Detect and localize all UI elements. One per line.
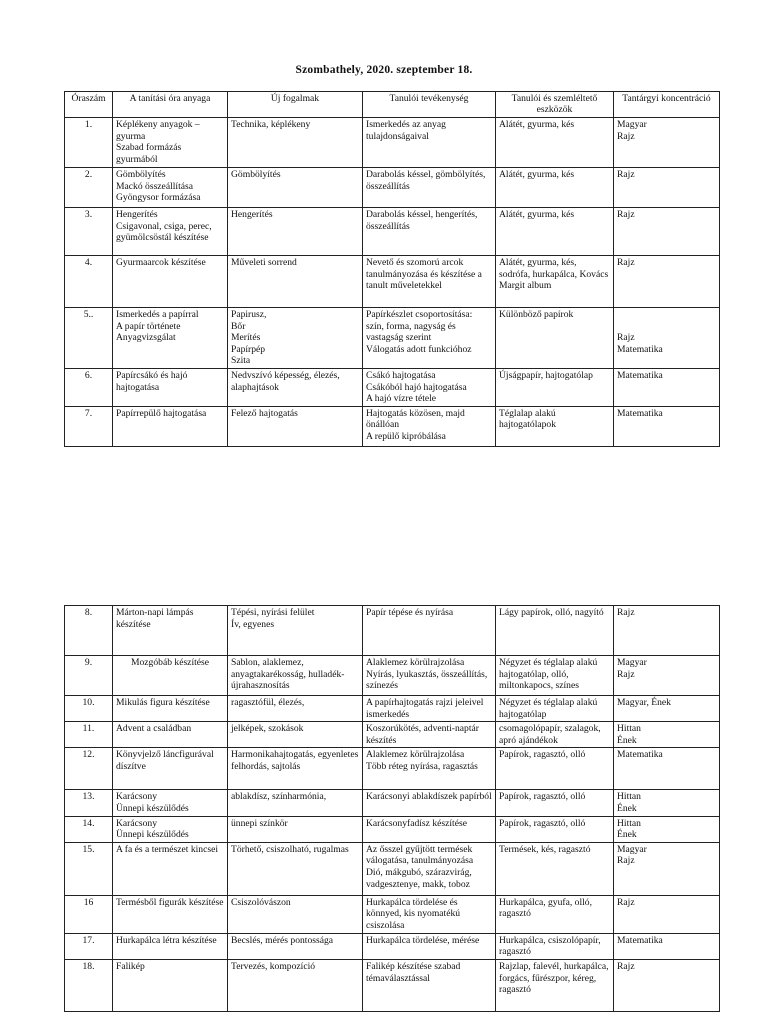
new-concepts-cell: Tervezés, kompozíció <box>228 959 363 1011</box>
table-row <box>65 959 720 1011</box>
tools-cell: Újságpapír, hajtogatólap <box>496 368 614 406</box>
lesson-number-cell: 2. <box>65 168 113 208</box>
lesson-plan-table-1 <box>64 91 720 447</box>
table-row <box>65 842 720 895</box>
new-concepts-cell: jelképek, szokások <box>228 722 363 748</box>
tools-cell: Papírok, ragasztó, olló <box>496 790 614 816</box>
new-concepts-cell: Becslés, mérés pontossága <box>228 933 363 959</box>
table-row <box>65 118 720 168</box>
tools-cell: Négyzet és téglalap alakú hajtogatólap, olló, miltonkapocs, színes <box>496 656 614 696</box>
tools-cell: Rajzlap, falevél, hurkapálca, forgács, fűrészpor, kéreg, ragasztó <box>496 959 614 1011</box>
lesson-number-cell: 14. <box>65 816 113 842</box>
lesson-topic-cell: Karácsony Ünnepi készülődés <box>113 816 228 842</box>
lesson-topic-cell: Könyvjelző láncfigurával díszítve <box>113 748 228 790</box>
new-concepts-cell: Hengerítés <box>228 208 363 256</box>
lesson-topic-cell: Papírrepülő hajtogatása <box>113 406 228 446</box>
new-concepts-cell: ünnepi színkör <box>228 816 363 842</box>
new-concepts-cell: Műveleti sorrend <box>228 256 363 308</box>
student-activity-cell: Az ősszel gyűjtött termések válogatása, tanulmányozása Dió, mákgubó, szárazvirág, vadgesztenye, makk, toboz <box>363 842 496 895</box>
lesson-number-cell: 13. <box>65 790 113 816</box>
student-activity-cell: Papír tépése és nyírása <box>363 606 496 656</box>
lesson-topic-cell: Gyurmaarcok készítése <box>113 256 228 308</box>
tools-cell: Papírok, ragasztó, olló <box>496 816 614 842</box>
new-concepts-cell: Nedvszívó képesség, élezés, alaphajtások <box>228 368 363 406</box>
lesson-number-cell: 17. <box>65 933 113 959</box>
student-activity-cell: Csákó hajtogatása Csákóból hajó hajtogatása A hajó vízre tétele <box>363 368 496 406</box>
student-activity-cell: Ismerkedés az anyag tulajdonságaival <box>363 118 496 168</box>
lesson-topic-cell: Gömbölyítés Mackó összeállítása Gyöngysor formázása <box>113 168 228 208</box>
table-row <box>65 933 720 959</box>
subject-concentration-cell: Matematika <box>614 368 720 406</box>
lesson-number-cell: 1. <box>65 118 113 168</box>
subject-concentration-cell: Rajz Matematika <box>614 308 720 369</box>
student-activity-cell: Hurkapálca tördelése és könnyed, kis nyomatékú csiszolása <box>363 895 496 933</box>
table-header-row <box>65 92 720 118</box>
tools-cell: csomagolópapír, szalagok, apró ajándékok <box>496 722 614 748</box>
lesson-number-cell: 9. <box>65 656 113 696</box>
table-row <box>65 722 720 748</box>
header-new-concepts: Új fogalmak <box>228 92 363 118</box>
table-body-1 <box>65 118 720 447</box>
student-activity-cell: Papírkészlet csoportosítása: szín, forma, nagyság és vastagság szerint Válogatás adott funkcióhoz <box>363 308 496 369</box>
lesson-number-cell: 11. <box>65 722 113 748</box>
tools-cell: Négyzet és téglalap alakú hajtogatólap <box>496 696 614 722</box>
new-concepts-cell: ablakdísz, színharmónia, <box>228 790 363 816</box>
tools-cell: Termések, kés, ragasztó <box>496 842 614 895</box>
page-title: Szombathely, 2020. szeptember 18. <box>295 64 473 76</box>
table-row <box>65 748 720 790</box>
student-activity-cell: Darabolás késsel, hengerítés, összeállítás <box>363 208 496 256</box>
student-activity-cell: Hurkapálca tördelése, mérése <box>363 933 496 959</box>
subject-concentration-cell: Rajz <box>614 606 720 656</box>
lesson-number-cell: 15. <box>65 842 113 895</box>
tools-cell: Hurkapálca, csiszolópapír, ragasztó <box>496 933 614 959</box>
lesson-plan-table-2 <box>64 605 720 1012</box>
lesson-number-cell: 18. <box>65 959 113 1011</box>
header-lesson-topic: A tanítási óra anyaga <box>113 92 228 118</box>
tools-cell: Alátét, gyurma, kés <box>496 208 614 256</box>
subject-concentration-cell: Hittan Ének <box>614 722 720 748</box>
student-activity-cell: Falikép készítése szabad témaválasztással <box>363 959 496 1011</box>
lesson-number-cell: 8. <box>65 606 113 656</box>
table-row <box>65 308 720 369</box>
tools-cell: Különböző papírok <box>496 308 614 369</box>
student-activity-cell: A papírhajtogatás rajzi jeleivel ismerkedés <box>363 696 496 722</box>
student-activity-cell: Karácsonyfadísz készítése <box>363 816 496 842</box>
student-activity-cell: Darabolás késsel, gömbölyítés, összeállítás <box>363 168 496 208</box>
table-row <box>65 895 720 933</box>
tools-cell: Hurkapálca, gyufa, olló, ragasztó <box>496 895 614 933</box>
lesson-topic-cell: Mikulás figura készítése <box>113 696 228 722</box>
lesson-topic-cell: Ismerkedés a papírral A papír története Anyagvizsgálat <box>113 308 228 369</box>
subject-concentration-cell: Magyar Rajz <box>614 842 720 895</box>
lesson-topic-cell: Hurkapálca létra készítése <box>113 933 228 959</box>
subject-concentration-cell: Rajz <box>614 168 720 208</box>
new-concepts-cell: Felező hajtogatás <box>228 406 363 446</box>
subject-concentration-cell: Magyar Rajz <box>614 656 720 696</box>
lesson-topic-cell: Termésből figurák készítése <box>113 895 228 933</box>
new-concepts-cell: Csiszolóvászon <box>228 895 363 933</box>
lesson-topic-cell: Karácsony Ünnepi készülődés <box>113 790 228 816</box>
table-row <box>65 168 720 208</box>
table-body-2 <box>65 606 720 1012</box>
lesson-topic-cell: Falikép <box>113 959 228 1011</box>
subject-concentration-cell: Matematika <box>614 933 720 959</box>
header-tools: Tanulói és szemléltető eszközök <box>496 92 614 118</box>
subject-concentration-cell: Rajz <box>614 895 720 933</box>
new-concepts-cell: Harmonikahajtogatás, egyenletes felhordás, sajtolás <box>228 748 363 790</box>
table-row <box>65 790 720 816</box>
lesson-topic-cell: Márton-napi lámpás készítése <box>113 606 228 656</box>
new-concepts-cell: Technika, képlékeny <box>228 118 363 168</box>
header-lesson-number: Óraszám <box>65 92 113 118</box>
new-concepts-cell: Sablon, alaklemez, anyagtakarékosság, hulladék-újrahasznosítás <box>228 656 363 696</box>
student-activity-cell: Nevető és szomorú arcok tanulmányozása és készítése a tanult műveletekkel <box>363 256 496 308</box>
lesson-topic-cell: Mozgóbáb készítése <box>113 656 228 696</box>
lesson-number-cell: 16 <box>65 895 113 933</box>
lesson-topic-cell: Advent a családban <box>113 722 228 748</box>
new-concepts-cell: Gömbölyítés <box>228 168 363 208</box>
lesson-number-cell: 3. <box>65 208 113 256</box>
subject-concentration-cell: Magyar Rajz <box>614 118 720 168</box>
table-row <box>65 368 720 406</box>
lesson-topic-cell: A fa és a természet kincsei <box>113 842 228 895</box>
subject-concentration-cell: Matematika <box>614 406 720 446</box>
lesson-number-cell: 7. <box>65 406 113 446</box>
student-activity-cell: Hajtogatás közösen, majd önállóan A repülő kipróbálása <box>363 406 496 446</box>
student-activity-cell: Alaklemez körülrajzolása Több réteg nyírása, ragasztás <box>363 748 496 790</box>
lesson-number-cell: 4. <box>65 256 113 308</box>
subject-concentration-cell: Hittan Ének <box>614 816 720 842</box>
lesson-number-cell: 5.. <box>65 308 113 369</box>
table-row <box>65 208 720 256</box>
lesson-number-cell: 6. <box>65 368 113 406</box>
subject-concentration-cell: Magyar, Ének <box>614 696 720 722</box>
new-concepts-cell: Tépési, nyírási felület Ív, egyenes <box>228 606 363 656</box>
student-activity-cell: Koszorúkötés, adventi-naptár készítés <box>363 722 496 748</box>
table-row <box>65 656 720 696</box>
new-concepts-cell: ragasztófül, élezés, <box>228 696 363 722</box>
tools-cell: Alátét, gyurma, kés <box>496 118 614 168</box>
new-concepts-cell: Törhető, csiszolható, rugalmas <box>228 842 363 895</box>
lesson-topic-cell: Papírcsákó és hajó hajtogatása <box>113 368 228 406</box>
tools-cell: Alátét, gyurma, kés <box>496 168 614 208</box>
header-subject-concentration: Tantárgyi koncentráció <box>614 92 720 118</box>
tools-cell: Alátét, gyurma, kés, sodrófa, hurkapálca, Kovács Margit album <box>496 256 614 308</box>
subject-concentration-cell: Rajz <box>614 959 720 1011</box>
subject-concentration-cell: Rajz <box>614 256 720 308</box>
table-row <box>65 606 720 656</box>
tools-cell: Papírok, ragasztó, olló <box>496 748 614 790</box>
lesson-number-cell: 12. <box>65 748 113 790</box>
lesson-topic-cell: Képlékeny anyagok – gyurma Szabad formázás gyurmából <box>113 118 228 168</box>
table-row <box>65 256 720 308</box>
table-row <box>65 816 720 842</box>
lesson-topic-cell: Hengerítés Csigavonal, csiga, perec, gyümölcsöstál készítése <box>113 208 228 256</box>
tools-cell: Téglalap alakú hajtogatólapok <box>496 406 614 446</box>
subject-concentration-cell: Hittan Ének <box>614 790 720 816</box>
subject-concentration-cell: Rajz <box>614 208 720 256</box>
tools-cell: Lágy papírok, olló, nagyító <box>496 606 614 656</box>
table-row <box>65 406 720 446</box>
table-row <box>65 696 720 722</box>
new-concepts-cell: Papirusz, Bőr Merítés Papírpép Szita <box>228 308 363 369</box>
header-student-activity: Tanulói tevékenység <box>363 92 496 118</box>
student-activity-cell: Karácsonyi ablakdíszek papírból <box>363 790 496 816</box>
lesson-number-cell: 10. <box>65 696 113 722</box>
subject-concentration-cell: Matematika <box>614 748 720 790</box>
student-activity-cell: Alaklemez körülrajzolása Nyírás, lyukasztás, összeállítás, színezés <box>363 656 496 696</box>
